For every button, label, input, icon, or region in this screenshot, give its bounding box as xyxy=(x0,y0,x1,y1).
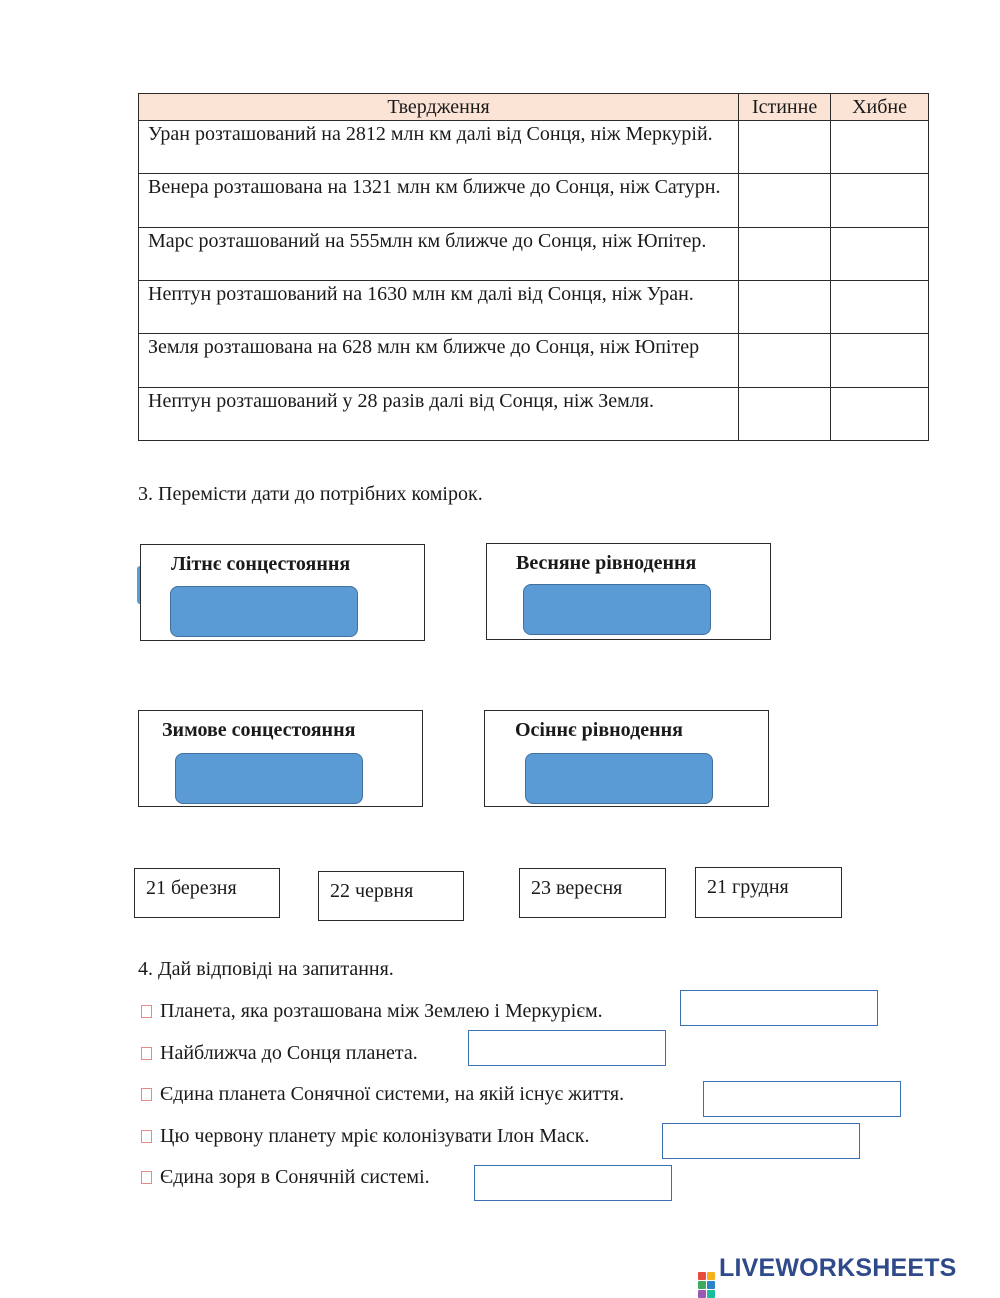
false-cell[interactable] xyxy=(831,174,929,227)
question-row xyxy=(141,1042,418,1065)
question-text: Планета, яка розташована між Землею і Меркурієм. xyxy=(160,1000,603,1022)
table-row xyxy=(139,227,929,280)
winter-solstice-box xyxy=(138,710,423,807)
spring-equinox-box xyxy=(486,543,771,640)
false-cell[interactable] xyxy=(831,227,929,280)
table-row xyxy=(139,281,929,334)
table-header-row xyxy=(139,94,929,121)
question-text: Найближча до Сонця планета. xyxy=(160,1042,418,1064)
logo-text: LIVEWORKSHEETS xyxy=(719,1254,957,1282)
spring-equinox-title: Весняне рівнодення xyxy=(516,552,697,574)
answer-input-2[interactable] xyxy=(468,1030,666,1066)
true-cell[interactable] xyxy=(739,174,831,227)
autumn-equinox-title: Осіннє рівнодення xyxy=(515,719,683,741)
question-row xyxy=(141,1166,430,1189)
true-cell[interactable] xyxy=(739,387,831,440)
question-row xyxy=(141,1125,589,1148)
answer-input-3[interactable] xyxy=(703,1081,901,1117)
header-statement: Твердження xyxy=(139,94,739,121)
true-cell[interactable] xyxy=(739,281,831,334)
bullet-icon xyxy=(141,1088,152,1101)
spring-equinox-drop-slot[interactable] xyxy=(523,584,711,635)
date-card[interactable]: 22 червня xyxy=(318,871,464,921)
statement-cell: Уран розташований на 2812 млн км далі від Сонця, ніж Меркурій. xyxy=(139,121,739,174)
statement-cell: Земля розташована на 628 млн км ближче до Сонця, ніж Юпітер xyxy=(139,334,739,387)
true-cell[interactable] xyxy=(739,227,831,280)
autumn-equinox-drop-slot[interactable] xyxy=(525,753,713,804)
answer-input-5[interactable] xyxy=(474,1165,672,1201)
statement-cell: Венера розташована на 1321 млн км ближче до Сонця, ніж Сатурн. xyxy=(139,174,739,227)
date-card[interactable]: 21 березня xyxy=(134,868,280,918)
summer-solstice-title: Літнє сонцестояння xyxy=(171,553,351,575)
autumn-equinox-box xyxy=(484,710,769,807)
table-row xyxy=(139,121,929,174)
date-card[interactable]: 23 вересня xyxy=(519,868,666,918)
false-cell[interactable] xyxy=(831,334,929,387)
date-card[interactable]: 21 грудня xyxy=(695,867,842,918)
bullet-icon xyxy=(141,1047,152,1060)
bullet-icon xyxy=(141,1005,152,1018)
liveworksheets-logo xyxy=(698,1254,957,1298)
statement-cell: Нептун розташований у 28 разів далі від Сонця, ніж Земля. xyxy=(139,387,739,440)
logo-grid-icon xyxy=(698,1272,715,1298)
question-row xyxy=(141,1083,624,1106)
winter-solstice-title: Зимове сонцестояння xyxy=(162,719,356,741)
true-cell[interactable] xyxy=(739,121,831,174)
statement-cell: Марс розташований на 555млн км ближче до Сонця, ніж Юпітер. xyxy=(139,227,739,280)
true-false-table xyxy=(138,93,929,441)
table-row xyxy=(139,334,929,387)
task4-title: 4. Дай відповіді на запитання. xyxy=(138,958,394,980)
task3-title: 3. Перемісти дати до потрібних комірок. xyxy=(138,483,483,505)
question-text: Єдина зоря в Сонячній системі. xyxy=(160,1166,430,1188)
header-false: Хибне xyxy=(831,94,929,121)
true-cell[interactable] xyxy=(739,334,831,387)
question-text: Цю червону планету мріє колонізувати Ілон Маск. xyxy=(160,1125,590,1147)
header-true: Істинне xyxy=(739,94,831,121)
winter-solstice-drop-slot[interactable] xyxy=(175,753,363,804)
summer-solstice-drop-slot[interactable] xyxy=(170,586,358,637)
false-cell[interactable] xyxy=(831,387,929,440)
table-row xyxy=(139,387,929,440)
table-row xyxy=(139,174,929,227)
bullet-icon xyxy=(141,1130,152,1143)
answer-input-4[interactable] xyxy=(662,1123,860,1159)
false-cell[interactable] xyxy=(831,121,929,174)
false-cell[interactable] xyxy=(831,281,929,334)
question-text: Єдина планета Сонячної системи, на якій існує життя. xyxy=(160,1083,625,1105)
statement-cell: Нептун розташований на 1630 млн км далі від Сонця, ніж Уран. xyxy=(139,281,739,334)
answer-input-1[interactable] xyxy=(680,990,878,1026)
question-row xyxy=(141,1000,603,1023)
summer-solstice-box xyxy=(140,544,425,641)
bullet-icon xyxy=(141,1171,152,1184)
